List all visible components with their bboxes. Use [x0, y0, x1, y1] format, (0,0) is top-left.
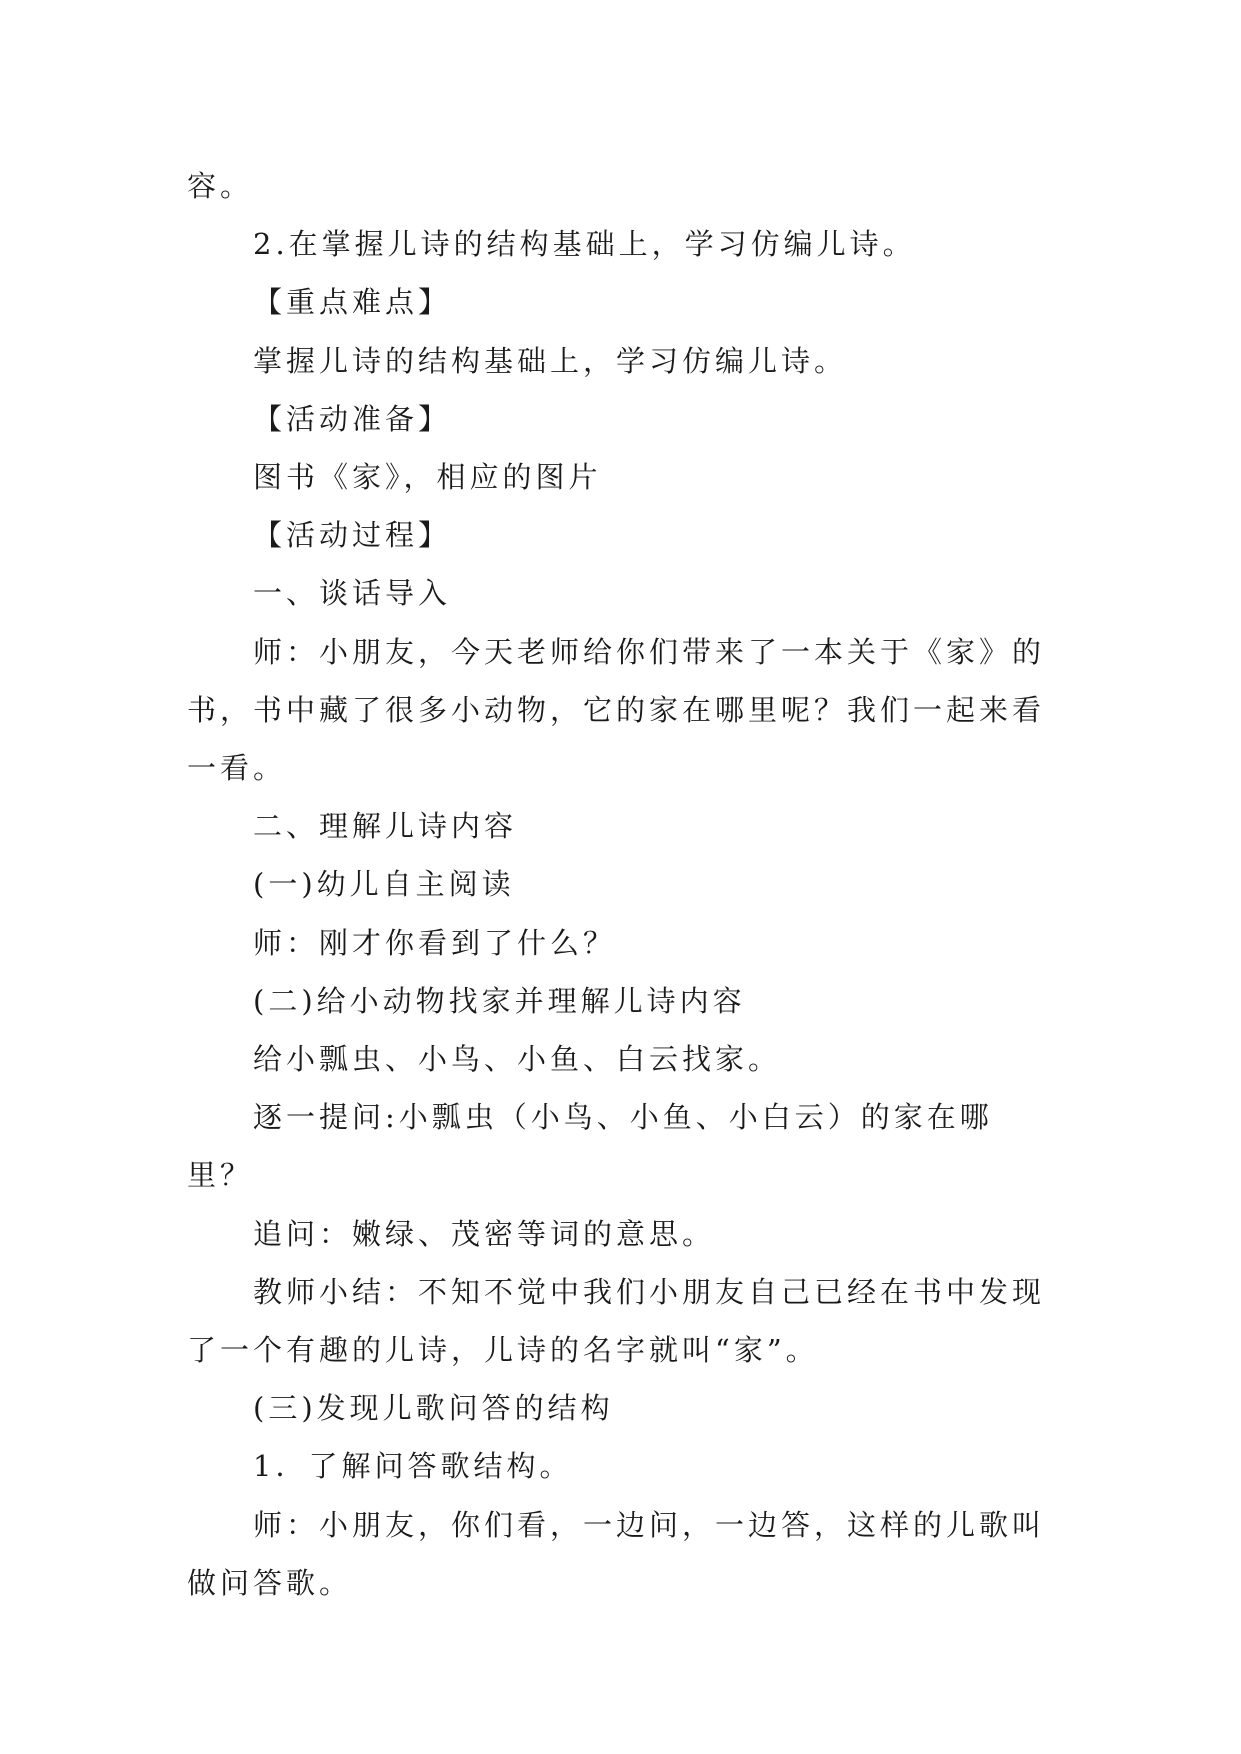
- section-heading-process: 【活动过程】: [253, 518, 452, 553]
- find-home-text: 给小瓢虫、小鸟、小鱼、白云找家。: [253, 1042, 782, 1077]
- question-text: 逐一提问:小瓢虫（小鸟、小鱼、小白云）的家在哪里？: [187, 1100, 993, 1193]
- paragraph-continuation: 容。: [187, 169, 254, 203]
- teacher-dialogue-structure: 师：小朋友，你们看，一边问，一边答，这样的儿歌叫做问答歌。: [187, 1507, 1046, 1600]
- substep-heading-reading: (一)幼儿自主阅读: [253, 867, 515, 902]
- teacher-dialogue-intro: 师：小朋友，今天老师给你们带来了一本关于《家》的书，书中藏了很多小动物，它的家在哪里呢？我们一起来看一看。: [187, 634, 1046, 786]
- key-points-text: 掌握儿诗的结构基础上，学习仿编儿诗。: [253, 343, 848, 378]
- preparation-text: 图书《家》，相应的图片: [253, 460, 602, 495]
- step-heading-understand: 二、理解儿诗内容: [253, 809, 518, 844]
- substep-heading-structure: (三)发现儿歌问答的结构: [253, 1391, 614, 1426]
- teacher-summary: 教师小结：不知不觉中我们小朋友自己已经在书中发现了一个有趣的儿诗，儿诗的名字就叫“家”。: [187, 1274, 1046, 1368]
- document-body: [187, 157, 1057, 1612]
- section-heading-preparation: 【活动准备】: [253, 401, 452, 436]
- substep-heading-find-home: (二)给小动物找家并理解儿诗内容: [253, 983, 746, 1018]
- structure-item-1: 1．了解问答歌结构。: [253, 1449, 573, 1484]
- step-heading-intro: 一、谈话导入: [253, 576, 452, 611]
- teacher-dialogue-question: 师：刚才你看到了什么？: [253, 925, 617, 960]
- objective-item-2: 2.在掌握儿诗的结构基础上，学习仿编儿诗。: [253, 227, 916, 262]
- section-heading-key-points: 【重点难点】: [253, 285, 452, 320]
- follow-up-text: 追问：嫩绿、茂密等词的意思。: [253, 1216, 716, 1251]
